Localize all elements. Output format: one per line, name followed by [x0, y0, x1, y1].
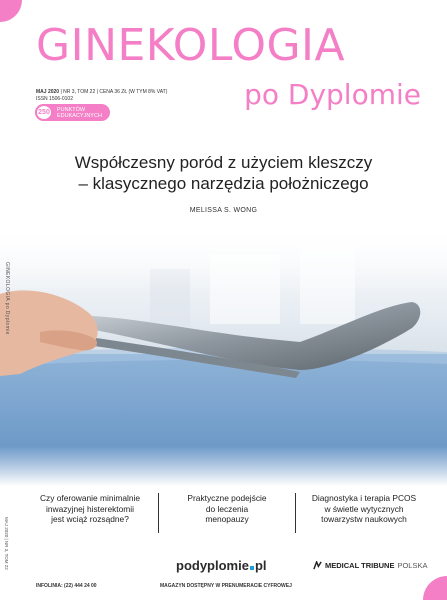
- digital-subscription-note: MAGAZYN DOSTĘPNY W PRENUMERACIE CYFROWEJ: [160, 583, 292, 589]
- issue-separator: |: [60, 89, 64, 95]
- magazine-title: GINEKOLOGIA: [36, 20, 346, 71]
- spine-label: GINEKOLOGIA po Dyplomie: [4, 262, 10, 335]
- cover-story-title-line1: Współczesny poród z użyciem kleszczy: [74, 153, 373, 172]
- teaser-line: towarzystw naukowych: [321, 514, 407, 524]
- teaser-item: [158, 493, 295, 533]
- points-label-line1: PUNKTÓW: [57, 106, 86, 113]
- podyplomie-logo-text: podyplomie: [176, 558, 249, 573]
- teaser-line: menopauzy: [205, 514, 249, 524]
- corner-decoration-bottom: [423, 576, 447, 600]
- teaser-line: Czy oferowanie minimalnie: [39, 493, 141, 503]
- teaser-line: do leczenia: [205, 503, 249, 514]
- issue-date: MAJ 2020: [36, 89, 60, 95]
- points-label: [57, 107, 102, 119]
- medical-tribune-icon: [313, 561, 322, 570]
- teaser-line: inwazyjnej histerektomii: [46, 503, 134, 514]
- points-label-line2: EDUKACYJNYCH: [57, 112, 102, 119]
- teaser-line: Diagnostyka i terapia PCOS: [311, 493, 417, 503]
- teaser-item: [295, 493, 432, 533]
- points-number: 250: [35, 104, 53, 121]
- spine-issue-label: MAJ 2020 | NR 3, TOM 22: [4, 517, 9, 570]
- cover-story-author: MELISSA S. WONG: [189, 207, 258, 214]
- podyplomie-dot-icon: [250, 566, 254, 570]
- teaser-item: [22, 493, 158, 533]
- infolinia: INFOLINIA: (22) 444 24 00: [36, 583, 97, 589]
- medical-tribune-country: POLSKA: [397, 561, 428, 570]
- issue-info: [36, 89, 167, 95]
- issue-separator: |: [96, 89, 100, 95]
- points-badge: [35, 104, 110, 121]
- forceps-photo-illustration: [0, 224, 447, 486]
- magazine-subtitle: po Dyplomie: [244, 78, 421, 111]
- cover-story-title: [40, 152, 407, 194]
- cover-photo: [0, 224, 447, 486]
- medical-tribune-name: MEDICAL TRIBUNE: [325, 561, 395, 570]
- issue-number: NR 3, TOM 22: [63, 89, 96, 95]
- podyplomie-logo: [176, 558, 267, 573]
- issue-price: CENA 36 ZŁ (W TYM 8% VAT): [99, 89, 168, 95]
- teaser-line: w świetle wytycznych: [324, 503, 404, 514]
- podyplomie-logo-tld: pl: [254, 558, 267, 573]
- teaser-line: Praktyczne podejście: [187, 493, 267, 503]
- corner-decoration-top: [0, 0, 22, 22]
- cover-story-title-line2: – klasycznego narzędzia położniczego: [78, 174, 369, 193]
- teaser-line: jest wciąż rozsądne?: [51, 514, 129, 524]
- medical-tribune-logo: [313, 561, 427, 570]
- teaser-list: [22, 493, 432, 533]
- issn: ISSN 1506-0102: [36, 96, 73, 102]
